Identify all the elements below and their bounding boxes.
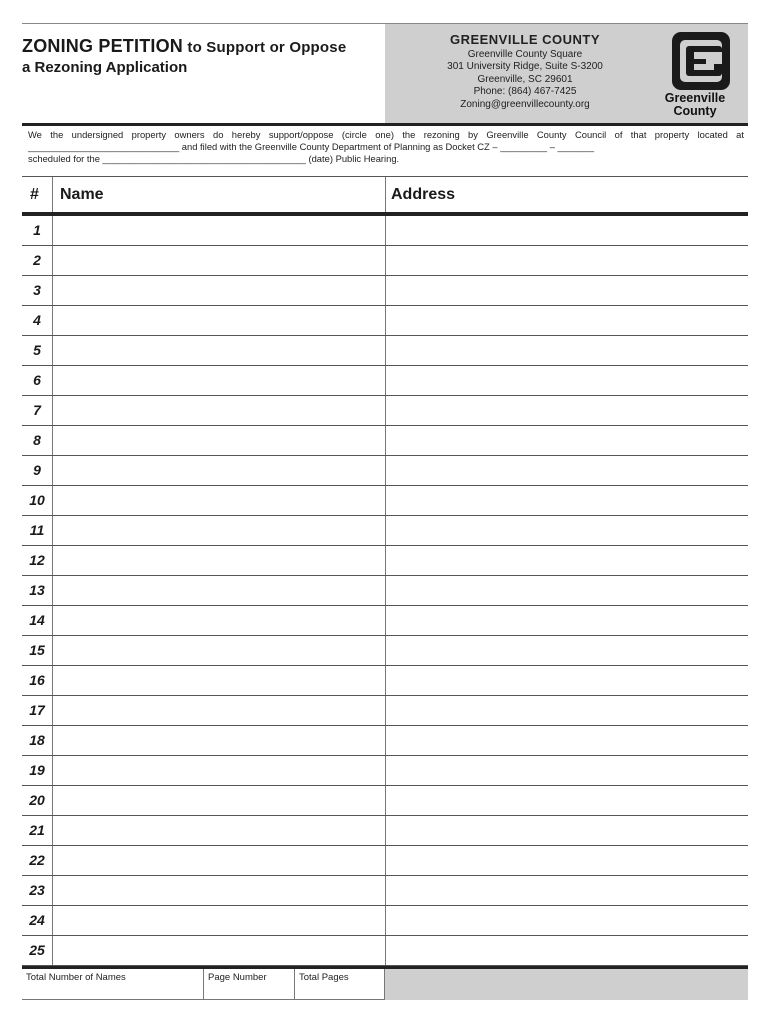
row-number: 8 xyxy=(33,432,41,448)
table-row[interactable] xyxy=(22,276,748,306)
county-address3: Greenville, SC 29601 xyxy=(477,73,573,85)
column-header-address: Address xyxy=(391,186,456,203)
table-row[interactable] xyxy=(22,396,748,426)
table-row[interactable] xyxy=(22,216,748,246)
table-row[interactable] xyxy=(22,636,748,666)
row-number: 14 xyxy=(29,612,45,628)
county-address1: Greenville County Square xyxy=(467,48,583,60)
table-row[interactable] xyxy=(22,606,748,636)
form-footer xyxy=(22,969,748,1000)
logo-text-line1: Greenville xyxy=(664,91,726,105)
table-row[interactable] xyxy=(22,336,748,366)
title-bold: ZONING PETITION xyxy=(22,36,184,56)
table-row[interactable] xyxy=(22,936,748,966)
table-row[interactable] xyxy=(22,576,748,606)
row-number: 5 xyxy=(33,342,41,358)
table-row[interactable] xyxy=(22,756,748,786)
row-number: 20 xyxy=(29,792,45,808)
county-contact-box xyxy=(385,24,748,124)
table-row[interactable] xyxy=(22,426,748,456)
table-row[interactable] xyxy=(22,786,748,816)
row-number: 1 xyxy=(33,222,41,238)
statement-line2: _____________________________ and filed with the Greenville County Department of Planning as Docket CZ – _________ – _______ xyxy=(28,141,595,152)
county-phone: Phone: (864) 467-7425 xyxy=(473,86,577,97)
greenville-g-logo-icon xyxy=(650,30,740,92)
row-number: 2 xyxy=(33,252,41,268)
form-title xyxy=(22,36,386,76)
row-number: 12 xyxy=(29,552,45,568)
row-number: 13 xyxy=(29,582,45,598)
table-row[interactable] xyxy=(22,846,748,876)
row-number: 15 xyxy=(29,642,45,658)
table-row[interactable] xyxy=(22,516,748,546)
table-row[interactable] xyxy=(22,546,748,576)
table-row[interactable] xyxy=(22,876,748,906)
row-number: 25 xyxy=(29,942,45,958)
row-number: 16 xyxy=(29,672,45,688)
table-row[interactable] xyxy=(22,906,748,936)
greenville-county-logo xyxy=(650,30,740,120)
row-number: 18 xyxy=(29,732,45,748)
statement-line3: scheduled for the _______________________________________ (date) Public Hearing. xyxy=(28,153,400,164)
row-number: 17 xyxy=(29,702,45,718)
statement-line1: We the undersigned property owners do hereby support/oppose (circle one) the rezoning by Greenville County Council of that property located at xyxy=(28,129,744,140)
row-number: 4 xyxy=(33,312,41,328)
row-number: 24 xyxy=(29,912,45,928)
logo-text-line2: County xyxy=(673,104,717,118)
row-number: 21 xyxy=(29,822,45,838)
form-header xyxy=(22,23,748,123)
page-number-field[interactable]: Page Number xyxy=(204,969,295,1000)
table-row[interactable] xyxy=(22,456,748,486)
county-email: Zoning@greenvillecounty.org xyxy=(460,98,590,110)
table-row[interactable] xyxy=(22,666,748,696)
table-row[interactable] xyxy=(22,696,748,726)
row-number: 23 xyxy=(29,882,45,898)
total-pages-field[interactable]: Total Pages xyxy=(295,969,385,1000)
table-row[interactable] xyxy=(22,726,748,756)
table-row[interactable] xyxy=(22,306,748,336)
petition-statement xyxy=(28,129,744,165)
table-row[interactable] xyxy=(22,486,748,516)
table-row[interactable] xyxy=(22,366,748,396)
table-row[interactable] xyxy=(22,246,748,276)
table-row[interactable] xyxy=(22,816,748,846)
county-address2: 301 University Ridge, Suite S-3200 xyxy=(447,61,603,72)
column-header-number: # xyxy=(30,186,39,203)
title-rest: to Support or Oppose xyxy=(183,39,347,56)
row-number: 19 xyxy=(29,762,45,778)
county-name: GREENVILLE COUNTY xyxy=(449,32,601,47)
total-names-field[interactable]: Total Number of Names xyxy=(22,969,204,1000)
row-number: 9 xyxy=(33,462,41,478)
row-number: 3 xyxy=(33,282,41,298)
column-header-name: Name xyxy=(60,186,104,203)
row-number: 10 xyxy=(29,492,45,508)
row-number: 11 xyxy=(29,522,45,538)
row-number: 7 xyxy=(33,402,41,418)
header-divider xyxy=(22,123,748,126)
row-number: 6 xyxy=(33,372,41,388)
footer-shaded-cell xyxy=(385,969,748,1000)
signature-rows xyxy=(22,216,748,966)
title-line2: a Rezoning Application xyxy=(22,59,188,76)
county-info xyxy=(405,34,645,111)
row-number: 22 xyxy=(29,852,45,868)
